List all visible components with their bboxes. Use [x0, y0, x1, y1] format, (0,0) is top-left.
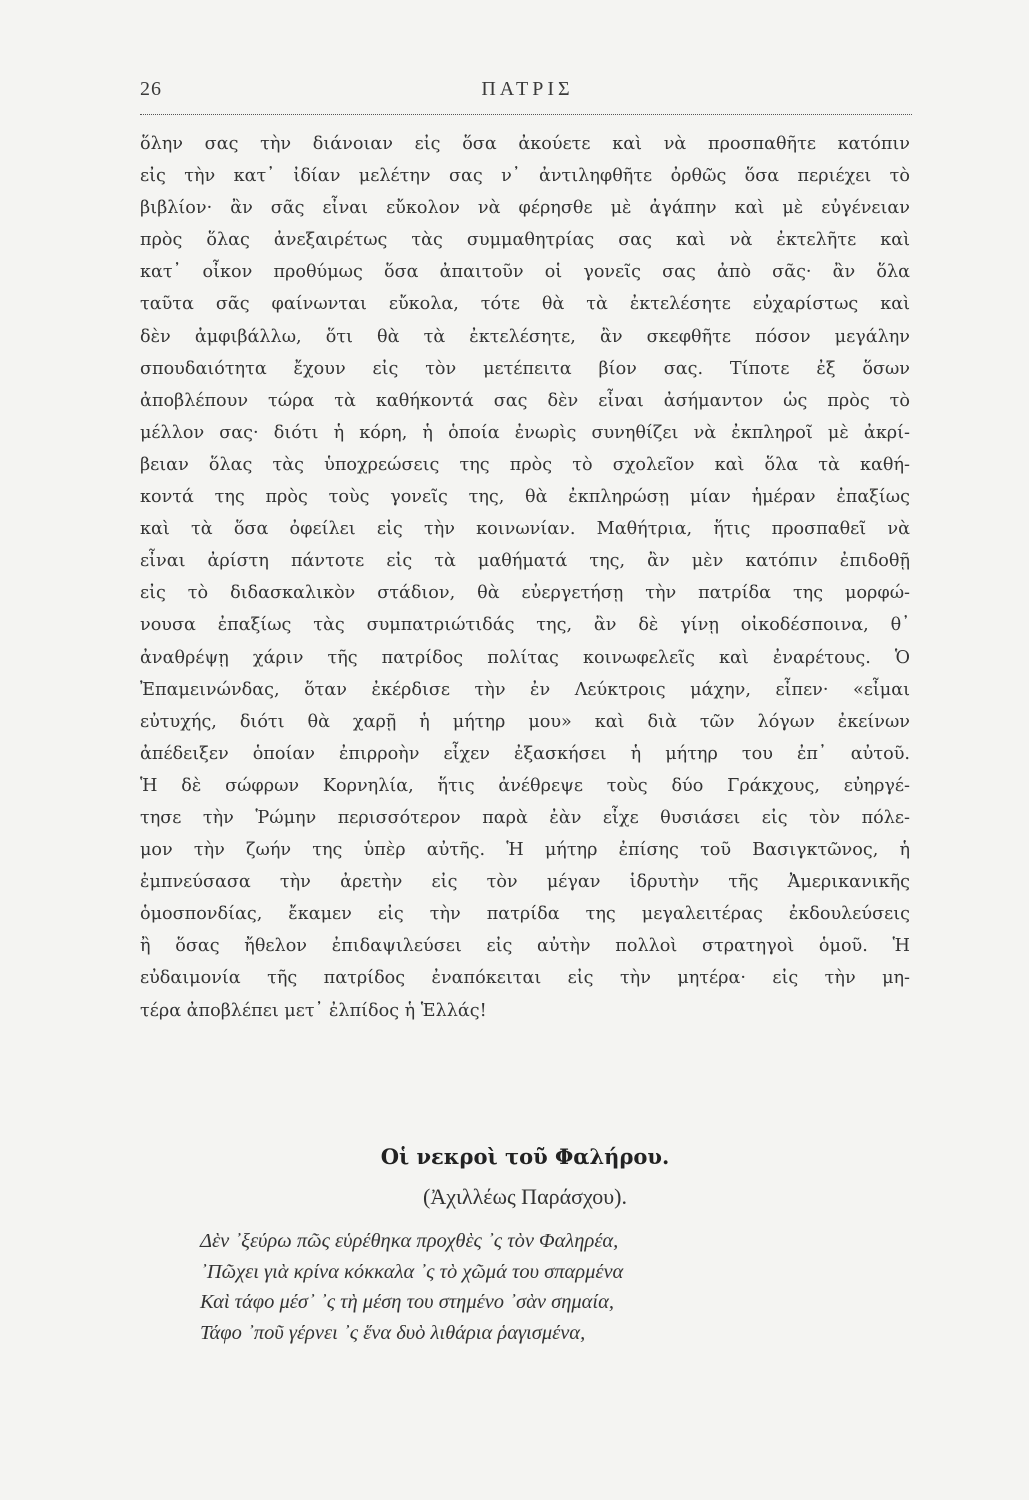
header-rule: [140, 114, 912, 115]
text-line: ὁμοσπονδίας, ἔκαμεν εἰς τὴν πατρίδα της μεγαλειτέρας ἐκδουλεύσεις: [140, 904, 910, 925]
poem-title: Οἱ νεκροὶ τοῦ Φαλήρου.: [380, 1144, 670, 1169]
text-line: εὐτυχής, διότι θὰ χαρῇ ἡ μήτηρ μου» καὶ διὰ τῶν λόγων ἐκείνων: [140, 711, 910, 732]
text-line: νουσα ἐπαξίως τὰς συμπατριώτιδάς της, ἂν δὲ γίνῃ οἰκοδέσποινα, θ᾽: [140, 615, 910, 636]
poem-author: (Ἀχιλλέως Παράσχου).: [423, 1184, 627, 1209]
text-line: ἢ ὅσας ἤθελον ἐπιδαψιλεύσει εἰς αὐτὴν πολλοὶ στρατηγοὶ ὁμοῦ. Ἡ: [140, 936, 910, 957]
text-line: ἐμπνεύσασα τὴν ἀρετὴν εἰς τὸν μέγαν ἱδρυτὴν τῆς Ἀμερικανικῆς: [140, 872, 910, 893]
poem: [200, 1226, 920, 1348]
running-title: ΠΑΤΡΙΣ: [481, 78, 574, 100]
text-line: σπουδαιότητα ἔχουν εἰς τὸν μετέπειτα βίον σας. Τίποτε ἐξ ὅσων: [140, 358, 910, 379]
text-line: ὅλην σας τὴν διάνοιαν εἰς ὅσα ἀκούετε καὶ νὰ προσπαθῆτε κατόπιν: [140, 134, 910, 154]
poem-verse: ᾽Πῶχει γιὰ κρίνα κόκκαλα ᾽ς τὸ χῶμά του σπαρμένα: [200, 1260, 624, 1283]
text-line: μέλλον σας· διότι ἡ κόρη, ἡ ὁποία ἐνωρὶς συνηθίζει νὰ ἐκπληροῖ μὲ ἀκρί-: [140, 422, 910, 443]
text-line: εὐδαιμονία τῆς πατρίδος ἐναπόκειται εἰς τὴν μητέρα· εἰς τὴν μη-: [140, 968, 910, 989]
text-line: βιβλίον· ἂν σᾶς εἶναι εὔκολον νὰ φέρησθε μὲ ἀγάπην καὶ μὲ εὐγένειαν: [140, 198, 910, 219]
text-line: καὶ τὰ ὅσα ὀφείλει εἰς τὴν κοινωνίαν. Μαθήτρια, ἥτις προσπαθεῖ νὰ: [140, 519, 910, 540]
text-line: δὲν ἀμφιβάλλω, ὅτι θὰ τὰ ἐκτελέσητε, ἂν σκεφθῆτε πόσον μεγάλην: [140, 326, 910, 347]
text-line: ἀποβλέπουν τώρα τὰ καθήκοντά σας δὲν εἶναι ἀσήμαντον ὡς πρὸς τὸ: [140, 390, 910, 411]
text-line: ταῦτα σᾶς φαίνωνται εὔκολα, τότε θὰ τὰ ἐκτελέσητε εὐχαρίστως καὶ: [140, 294, 910, 315]
text-line: ἀναθρέψῃ χάριν τῆς πατρίδος πολίτας κοινωφελεῖς καὶ ἐναρέτους. Ὁ: [140, 647, 910, 668]
poem-verse: Καὶ τάφο μέσ᾽ ᾽ς τὴ μέση του στημένο ᾽σὰν σημαία,: [200, 1291, 614, 1313]
text-line: τέρα ἀποβλέπει μετ᾽ ἐλπίδος ἡ Ἑλλάς!: [140, 1000, 487, 1021]
text-line: τησε τὴν Ῥώμην περισσότερον παρὰ ἐὰν εἶχε θυσιάσει εἰς τὸν πόλε-: [140, 807, 910, 828]
body-text: [140, 128, 910, 1027]
poem-verse: Δὲν ᾽ξεύρω πῶς εὑρέθηκα προχθὲς ᾽ς τὸν Φαληρέα,: [200, 1230, 619, 1252]
text-line: Ἐπαμεινώνδας, ὅταν ἐκέρδισε τὴν ἐν Λεύκτροις μάχην, εἶπεν· «εἶμαι: [140, 679, 910, 700]
text-line: κοντά της πρὸς τοὺς γονεῖς της, θὰ ἐκπληρώσῃ μίαν ἡμέραν ἐπαξίως: [140, 487, 910, 508]
poem-verse: Τάφο ᾽ποῦ γέρνει ᾽ς ἕνα δυὸ λιθάρια ῥαγισμένα,: [200, 1321, 586, 1344]
text-line: εἶναι ἀρίστη πάντοτε εἰς τὰ μαθήματά της, ἂν μὲν κατόπιν ἐπιδοθῇ: [140, 551, 910, 572]
text-line: εἰς τὴν κατ᾽ ἰδίαν μελέτην σας ν᾽ ἀντιληφθῆτε ὀρθῶς ὅσα περιέχει τὸ: [140, 166, 910, 187]
page-number: 26: [140, 78, 162, 100]
text-line: κατ᾽ οἶκον προθύμως ὅσα ἀπαιτοῦν οἱ γονεῖς σας ἀπὸ σᾶς· ἂν ὅλα: [140, 262, 910, 283]
text-line: βειαν ὅλας τὰς ὑποχρεώσεις της πρὸς τὸ σχολεῖον καὶ ὅλα τὰ καθή-: [140, 454, 910, 475]
text-line: ἀπέδειξεν ὁποίαν ἐπιρροὴν εἶχεν ἐξασκήσει ἡ μήτηρ του ἐπ᾽ αὐτοῦ.: [140, 743, 910, 764]
text-line: πρὸς ὅλας ἀνεξαιρέτως τὰς συμμαθητρίας σας καὶ νὰ ἐκτελῆτε καὶ: [140, 230, 910, 251]
text-line: Ἡ δὲ σώφρων Κορνηλία, ἥτις ἀνέθρεψε τοὺς δύο Γράκχους, εὐηργέ-: [140, 775, 910, 796]
page-header: [140, 72, 915, 112]
text-line: εἰς τὸ διδασκαλικὸν στάδιον, θὰ εὐεργετήσῃ τὴν πατρίδα της μορφώ-: [140, 583, 910, 604]
text-line: μον τὴν ζωήν της ὑπὲρ αὐτῆς. Ἡ μήτηρ ἐπίσης τοῦ Βασιγκτῶνος, ἡ: [140, 840, 910, 861]
